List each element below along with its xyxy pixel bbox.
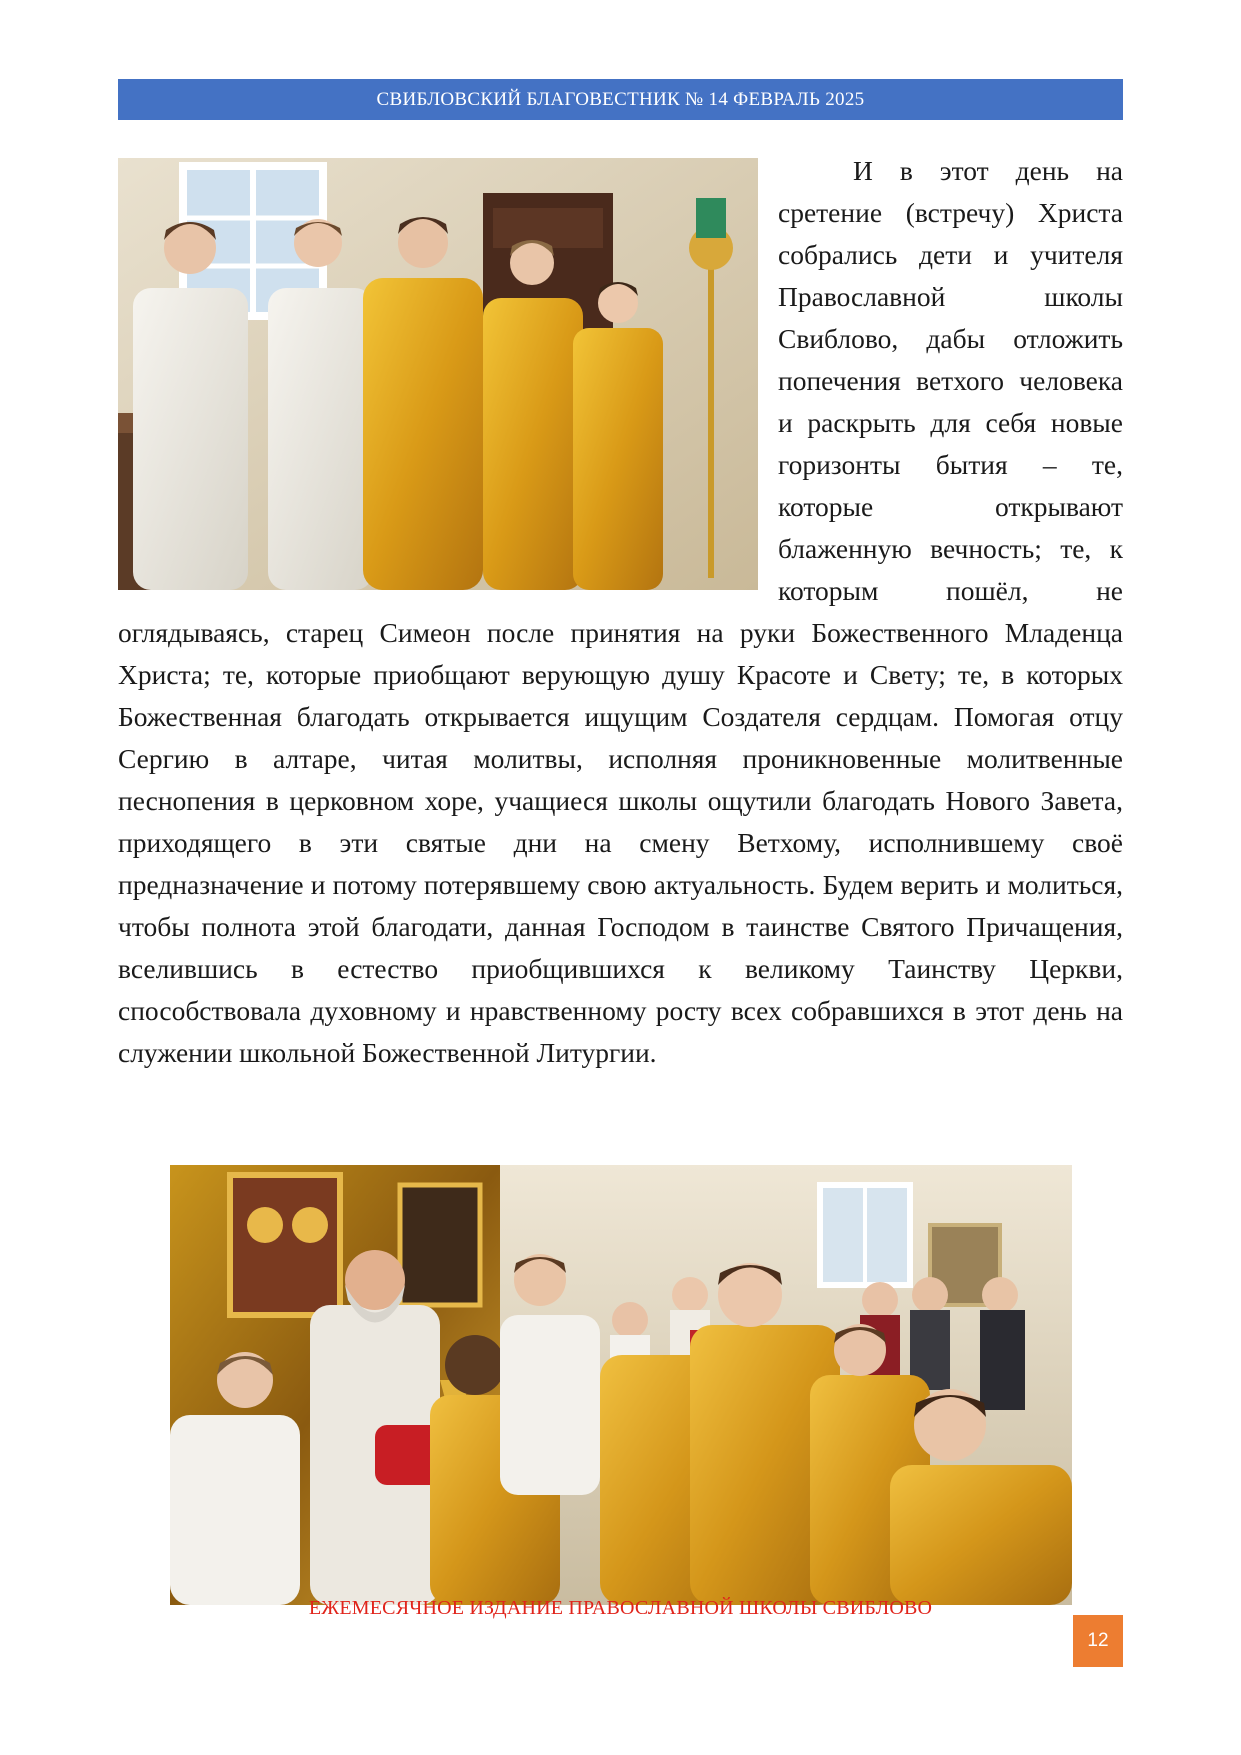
page-number-badge <box>1073 1615 1123 1667</box>
altar-servers-photo <box>118 158 758 590</box>
newsletter-header <box>118 79 1123 120</box>
article-body <box>118 150 1123 1074</box>
publication-footer: ЕЖЕМЕСЯЧНОЕ ИЗДАНИЕ ПРАВОСЛАВНОЙ ШКОЛЫ СВИБЛОВО <box>308 1597 933 1619</box>
page-number: 12 <box>1087 1630 1109 1651</box>
article-paragraph: И в этот день на сретение (встречу) Христа собрались дети и учителя Православной школы Свиблово, дабы отложить попечения ветхого человека и раскрыть для себя новые горизонты бытия – те, которые открывают блаженную вечность; те, к которым пошёл, не оглядываясь, старец Симеон после принятия на руки Божественного Младенца Христа; те, которые приобщают верующую душу Красоте и Свету; те, в которых Божественная благодать открывается ищущим Создателя сердцам. Помогая отцу Сергию в алтаре, читая молитвы, исполняя проникновенные молитвенные песнопения в церковном хоре, учащиеся школы ощутили благодать Нового Завета, приходящего в эти святые дни на смену Ветхому, исполнившему своё предназначение и потому потерявшему свою актуальность. Будем верить и молиться, чтобы полнота этой благодати, данная Господом в таинстве Святого Причащения, вселившись в естество приобщившихся к великому Таинству Церкви, способствовала духовному и нравственному росту всех собравшихся в этот день на служении школьной Божественной Литургии. <box>118 155 1123 1068</box>
communion-photo <box>170 1165 1072 1605</box>
header-title: СВИБЛОВСКИЙ БЛАГОВЕСТНИК № 14 ФЕВРАЛЬ 2025 <box>376 88 865 110</box>
